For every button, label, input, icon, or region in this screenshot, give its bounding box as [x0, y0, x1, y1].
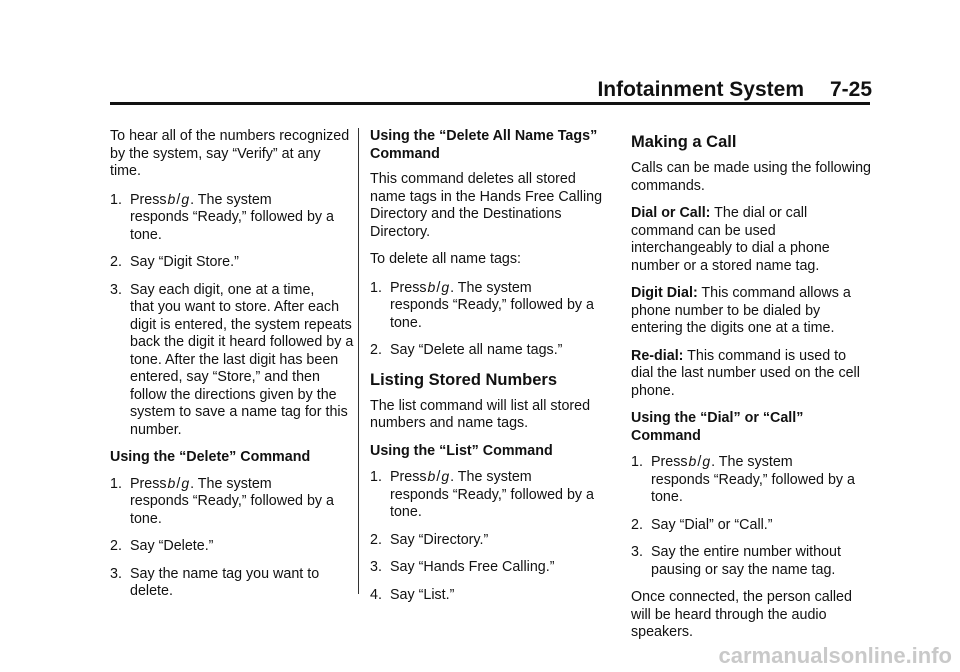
definition: Re-dial: This command is used to dial the last number used on the cell phone. [631, 347, 860, 399]
talk-icon: b [427, 278, 436, 295]
step-item: 3. Say each digit, one at a time, that you want to store. After each digit is entered, the system repeats back the digit it heard followed by a tone. After the last digit has been entered, say “Store,” and then follow the directions given by the system to save a name tag for this number. [110, 281, 354, 438]
page-header [110, 76, 872, 102]
talk-icon: b [167, 190, 176, 207]
subheading: Using the “Delete” Command [110, 449, 311, 465]
step-item: 1. Pressb/g. The system responds “Ready,” followed by a tone. [370, 278, 594, 331]
step-item: 3. Say “Hands Free Calling.” [370, 559, 555, 575]
intro-text: To hear all of the numbers recognized by the system, say “Verify” at any time. [110, 128, 350, 179]
talk-icon: b [427, 468, 436, 484]
step-item: 3. Say the name tag you want to delete. [110, 565, 320, 599]
phone-icon: g [441, 278, 450, 295]
body-text: The list command will list all stored numbers and name tags. [370, 397, 591, 431]
section-heading: Making a Call [631, 133, 737, 151]
step-item: 2. Say “Delete.” [110, 538, 214, 554]
step-item: 1. Pressb/g. The system responds “Ready,” followed by a tone. [631, 453, 855, 505]
watermark: carmanualsonline.info [718, 643, 952, 668]
step-item: 1. Pressb/g. The system responds “Ready,” followed by a tone. [110, 474, 334, 527]
step-item: 2. Say “Delete all name tags.” [370, 342, 563, 358]
header-rule [110, 102, 870, 105]
phone-icon: g [702, 453, 711, 469]
body-text: This command deletes all stored name tags in the Hands Free Calling Directory and the Destinations Directory. [370, 171, 603, 240]
body-text: Once connected, the person called will be heard through the audio speakers. [631, 589, 852, 640]
column-2 [370, 128, 610, 614]
column-divider [358, 128, 359, 594]
phone-icon: g [181, 474, 190, 491]
subheading: Using the “List” Command [370, 442, 553, 459]
talk-icon: b [688, 453, 697, 469]
body-text: Calls can be made using the following commands. [631, 160, 872, 194]
column-1 [110, 128, 354, 611]
step-item: 1. Pressb/g. The system responds “Ready,” followed by a tone. [110, 190, 334, 243]
section-title: Infotainment System [597, 78, 804, 101]
step-item: 2. Say “Dial” or “Call.” [631, 516, 773, 533]
phone-icon: g [181, 190, 190, 207]
phone-icon: g [441, 468, 450, 484]
subheading: Using the “Delete All Name Tags” Command [370, 128, 598, 162]
step-item: 2. Say “Digit Store.” [110, 254, 239, 270]
step-item: 2. Say “Directory.” [370, 531, 489, 548]
talk-icon: b [167, 474, 176, 491]
page-number: 7-25 [829, 78, 872, 101]
definition: Dial or Call: The dial or call command can be used interchangeably to dial a phone number or a stored name tag. [631, 205, 830, 274]
step-item: 1. Pressb/g. The system responds “Ready,” followed by a tone. [370, 468, 594, 520]
step-item: 4. Say “List.” [370, 586, 455, 603]
subheading: Using the “Dial” or “Call” Command [631, 410, 804, 444]
column-3 [631, 128, 871, 652]
body-text: To delete all name tags: [370, 251, 522, 267]
section-heading: Listing Stored Numbers [370, 370, 558, 389]
definition: Digit Dial: This command allows a phone number to be dialed by entering the digits one at a time. [631, 285, 851, 336]
step-item: 3. Say the entire number without pausing or say the name tag. [631, 544, 841, 578]
